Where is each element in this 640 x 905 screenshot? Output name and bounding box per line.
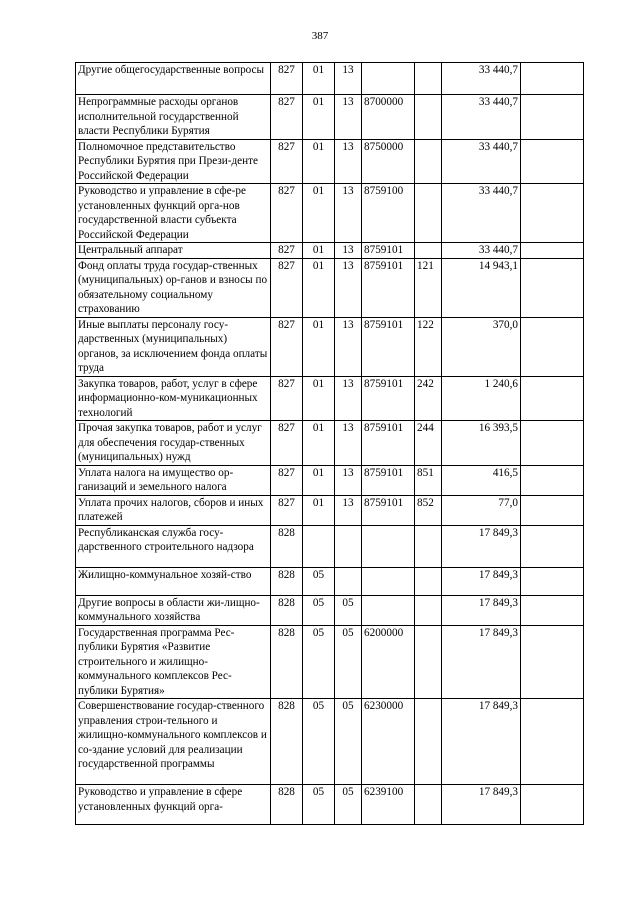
cell-ved: 827: [271, 63, 303, 95]
cell-expense-type: [415, 139, 442, 184]
cell-ved: 827: [271, 465, 303, 495]
cell-ved: 828: [271, 625, 303, 699]
cell-ved: 827: [271, 139, 303, 184]
cell-ved: 827: [271, 243, 303, 259]
cell-target-article: 8759101: [362, 317, 415, 376]
cell-expense-type: 122: [415, 317, 442, 376]
cell-ved: 828: [271, 567, 303, 595]
cell-section: 05: [303, 595, 335, 625]
cell-ved: 828: [271, 785, 303, 825]
page-number: 387: [311, 30, 329, 42]
cell-subsection: 13: [335, 139, 362, 184]
cell-expense-type: [415, 595, 442, 625]
cell-expense-type: [415, 567, 442, 595]
cell-amount: 33 440,7: [442, 139, 521, 184]
cell-section: 01: [303, 376, 335, 421]
cell-ved: 827: [271, 258, 303, 317]
cell-name: Руководство и управление в сфе-ре установленных функций орга-нов государственной власти субъекта Российской Федерации: [76, 184, 271, 243]
cell-ved: 827: [271, 495, 303, 525]
cell-name: Совершенствование государ-ственного управления строи-тельного и жилищно-коммунального комплексов и со-здание условий для реализации государственной программы: [76, 699, 271, 785]
cell-empty: [521, 495, 584, 525]
cell-amount: 33 440,7: [442, 184, 521, 243]
cell-expense-type: 242: [415, 376, 442, 421]
cell-name: Руководство и управление в сфере установленных функций орга-: [76, 785, 271, 825]
cell-expense-type: [415, 243, 442, 259]
cell-ved: 827: [271, 376, 303, 421]
cell-empty: [521, 595, 584, 625]
table-row: [76, 785, 584, 825]
cell-expense-type: 852: [415, 495, 442, 525]
cell-expense-type: 244: [415, 421, 442, 466]
cell-expense-type: [415, 63, 442, 95]
cell-name: Другие вопросы в области жи-лищно-коммунального хозяйства: [76, 595, 271, 625]
cell-target-article: 8759101: [362, 376, 415, 421]
cell-subsection: 13: [335, 258, 362, 317]
cell-target-article: 8759101: [362, 465, 415, 495]
cell-ved: 827: [271, 184, 303, 243]
cell-target-article: [362, 525, 415, 567]
budget-table: [75, 62, 584, 825]
cell-target-article: 8700000: [362, 95, 415, 140]
cell-subsection: 05: [335, 699, 362, 785]
cell-amount: 17 849,3: [442, 699, 521, 785]
cell-target-article: 8759101: [362, 258, 415, 317]
cell-amount: 16 393,5: [442, 421, 521, 466]
cell-name: Республиканская служба госу-дарственного строительного надзора: [76, 525, 271, 567]
cell-empty: [521, 376, 584, 421]
table-row: [76, 376, 584, 421]
cell-ved: 827: [271, 95, 303, 140]
cell-target-article: 8759101: [362, 421, 415, 466]
table-row: [76, 184, 584, 243]
cell-amount: 17 849,3: [442, 785, 521, 825]
cell-target-article: [362, 595, 415, 625]
table-row: [76, 495, 584, 525]
cell-section: 01: [303, 465, 335, 495]
cell-section: 01: [303, 63, 335, 95]
cell-empty: [521, 465, 584, 495]
cell-ved: 828: [271, 699, 303, 785]
table-row: [76, 625, 584, 699]
cell-target-article: 6230000: [362, 699, 415, 785]
cell-amount: 1 240,6: [442, 376, 521, 421]
cell-amount: 17 849,3: [442, 525, 521, 567]
cell-subsection: 13: [335, 63, 362, 95]
cell-name: Полномочное представительство Республики Бурятия при Прези-денте Российской Федерации: [76, 139, 271, 184]
cell-name: Другие общегосударственные вопросы: [76, 63, 271, 95]
cell-expense-type: [415, 184, 442, 243]
cell-name: Непрограммные расходы органов исполнительной государственной власти Республики Бурятия: [76, 95, 271, 140]
cell-section: 01: [303, 495, 335, 525]
cell-name: Прочая закупка товаров, работ и услуг для обеспечения государ-ственных (муниципальных) нужд: [76, 421, 271, 466]
cell-empty: [521, 243, 584, 259]
cell-amount: 33 440,7: [442, 243, 521, 259]
cell-section: 05: [303, 625, 335, 699]
cell-empty: [521, 785, 584, 825]
cell-expense-type: 121: [415, 258, 442, 317]
cell-section: 01: [303, 243, 335, 259]
cell-section: 05: [303, 699, 335, 785]
table-row: [76, 567, 584, 595]
cell-target-article: 8759101: [362, 495, 415, 525]
table-row: [76, 699, 584, 785]
cell-empty: [521, 258, 584, 317]
cell-subsection: 13: [335, 421, 362, 466]
table-row: [76, 243, 584, 259]
cell-expense-type: [415, 625, 442, 699]
cell-empty: [521, 184, 584, 243]
table-row: [76, 421, 584, 466]
cell-empty: [521, 567, 584, 595]
cell-expense-type: 851: [415, 465, 442, 495]
cell-empty: [521, 139, 584, 184]
cell-subsection: 13: [335, 495, 362, 525]
table-row: [76, 465, 584, 495]
cell-subsection: 13: [335, 243, 362, 259]
cell-target-article: [362, 63, 415, 95]
cell-empty: [521, 63, 584, 95]
cell-subsection: 13: [335, 465, 362, 495]
table-row: [76, 258, 584, 317]
cell-amount: 33 440,7: [442, 95, 521, 140]
cell-subsection: 13: [335, 95, 362, 140]
cell-section: [303, 525, 335, 567]
cell-amount: 17 849,3: [442, 567, 521, 595]
cell-empty: [521, 317, 584, 376]
cell-amount: 33 440,7: [442, 63, 521, 95]
cell-name: Уплата налога на имущество ор-ганизаций и земельного налога: [76, 465, 271, 495]
cell-subsection: 13: [335, 376, 362, 421]
cell-ved: 827: [271, 421, 303, 466]
cell-expense-type: [415, 785, 442, 825]
cell-target-article: [362, 567, 415, 595]
cell-section: 01: [303, 95, 335, 140]
cell-amount: 77,0: [442, 495, 521, 525]
cell-section: 01: [303, 139, 335, 184]
cell-empty: [521, 699, 584, 785]
cell-ved: 828: [271, 595, 303, 625]
cell-subsection: [335, 525, 362, 567]
cell-amount: 14 943,1: [442, 258, 521, 317]
cell-target-article: 8750000: [362, 139, 415, 184]
cell-subsection: 05: [335, 625, 362, 699]
cell-section: 01: [303, 184, 335, 243]
cell-expense-type: [415, 95, 442, 140]
cell-ved: 827: [271, 317, 303, 376]
cell-subsection: 05: [335, 595, 362, 625]
cell-name: Иные выплаты персоналу госу-дарственных (муниципальных) органов, за исключением фонда оплаты труда: [76, 317, 271, 376]
cell-ved: 828: [271, 525, 303, 567]
cell-section: 01: [303, 258, 335, 317]
cell-expense-type: [415, 525, 442, 567]
cell-section: 05: [303, 567, 335, 595]
cell-empty: [521, 525, 584, 567]
cell-target-article: 6200000: [362, 625, 415, 699]
cell-name: Центральный аппарат: [76, 243, 271, 259]
cell-amount: 17 849,3: [442, 595, 521, 625]
cell-subsection: 05: [335, 785, 362, 825]
table-row: [76, 95, 584, 140]
table-row: [76, 595, 584, 625]
cell-name: Уплата прочих налогов, сборов и иных платежей: [76, 495, 271, 525]
table-row: [76, 317, 584, 376]
cell-expense-type: [415, 699, 442, 785]
cell-section: 01: [303, 317, 335, 376]
cell-subsection: 13: [335, 184, 362, 243]
cell-empty: [521, 625, 584, 699]
cell-amount: 17 849,3: [442, 625, 521, 699]
cell-amount: 370,0: [442, 317, 521, 376]
cell-name: Государственная программа Рес-публики Бурятия «Развитие строительного и жилищно-коммунального комплексов Рес-публики Бурятия»: [76, 625, 271, 699]
cell-empty: [521, 95, 584, 140]
table-row: [76, 139, 584, 184]
cell-target-article: 6239100: [362, 785, 415, 825]
cell-name: Фонд оплаты труда государ-ственных (муниципальных) ор-ганов и взносы по обязательному социальному страхованию: [76, 258, 271, 317]
cell-section: 05: [303, 785, 335, 825]
cell-section: 01: [303, 421, 335, 466]
table-row: [76, 525, 584, 567]
cell-target-article: 8759101: [362, 243, 415, 259]
cell-empty: [521, 421, 584, 466]
cell-target-article: 8759100: [362, 184, 415, 243]
cell-name: Жилищно-коммунальное хозяй-ство: [76, 567, 271, 595]
cell-amount: 416,5: [442, 465, 521, 495]
cell-subsection: 13: [335, 317, 362, 376]
table-row: [76, 63, 584, 95]
cell-subsection: [335, 567, 362, 595]
cell-name: Закупка товаров, работ, услуг в сфере информационно-ком-муникационных технологий: [76, 376, 271, 421]
